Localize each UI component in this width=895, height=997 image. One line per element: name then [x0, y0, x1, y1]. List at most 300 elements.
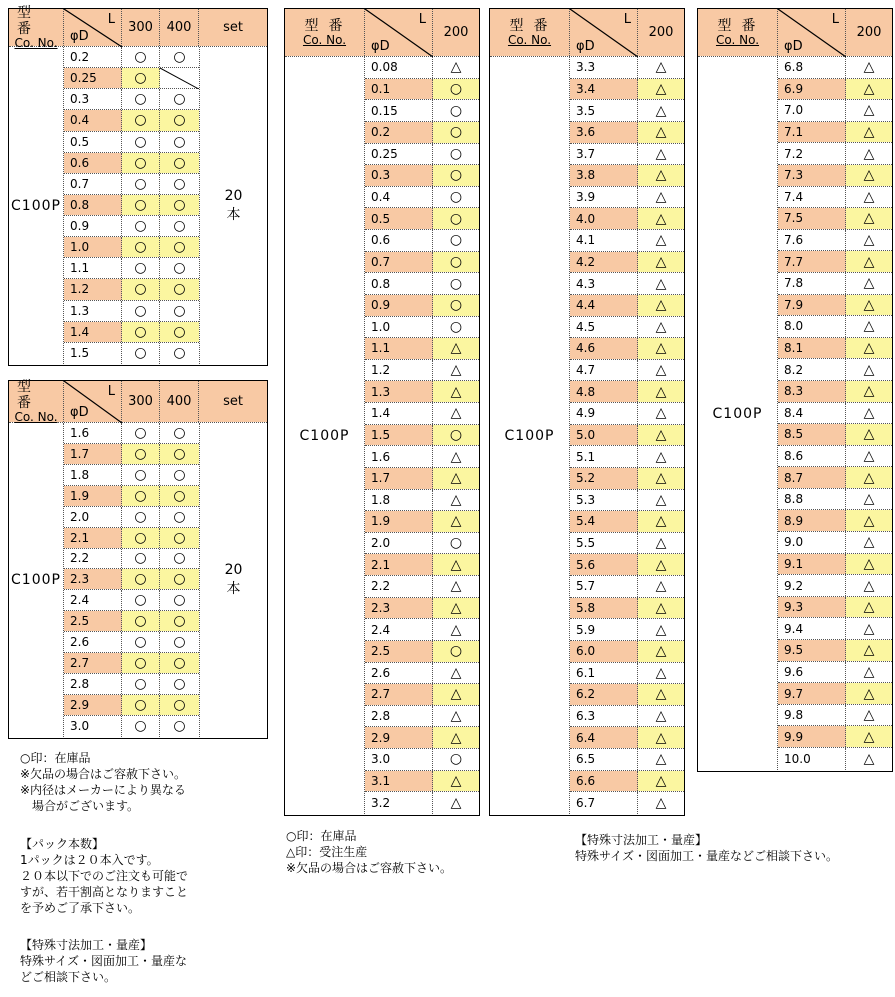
table-row: [778, 295, 892, 317]
note-right-special: 【特殊寸法加工・量産】 特殊サイズ・図面加工・量産などご相談下さい。: [575, 833, 839, 863]
diameter-cell: 2.0: [365, 533, 433, 554]
diameter-cell: 8.3: [778, 381, 846, 402]
diameter-cell: 2.1: [365, 554, 433, 575]
header-diameter-label: φD: [371, 39, 390, 54]
availability-mark: ○: [122, 47, 160, 67]
diameter-cell: 7.7: [778, 251, 846, 272]
diameter-cell: 3.1: [365, 771, 433, 792]
availability-mark: ○: [433, 165, 479, 186]
diameter-cell: 0.25: [365, 144, 433, 165]
diameter-cell: 0.3: [365, 165, 433, 186]
table-row: [778, 446, 892, 468]
diameter-cell: 7.3: [778, 165, 846, 186]
table-row: [570, 273, 684, 295]
diameter-cell: 1.8: [365, 490, 433, 511]
availability-mark: ○: [160, 195, 199, 215]
table-row: [778, 359, 892, 381]
table-row: [64, 89, 199, 110]
table-body: [285, 57, 479, 814]
header-length-label: L: [107, 384, 115, 399]
availability-mark: ○: [122, 549, 160, 569]
availability-mark: △: [638, 165, 684, 186]
diameter-cell: 1.5: [64, 343, 122, 364]
table-row: [778, 640, 892, 662]
table-row: [570, 619, 684, 641]
table-row: [64, 465, 199, 486]
table-5: [697, 8, 893, 772]
table-row: [778, 187, 892, 209]
table-row: [778, 683, 892, 705]
availability-mark: ○: [449, 102, 463, 119]
diameter-cell: 2.6: [64, 632, 122, 652]
table-row: [64, 174, 199, 195]
table-row: [365, 792, 479, 814]
header-code-en: Co. No.: [14, 409, 58, 424]
availability-mark: ○: [122, 322, 160, 342]
table-row: [778, 532, 892, 554]
table-row: [778, 705, 892, 727]
table-row: [64, 132, 199, 153]
set-quantity-part: 20: [224, 187, 243, 204]
availability-mark: ○: [122, 632, 160, 652]
table-row: [570, 100, 684, 122]
diameter-cell: 9.0: [778, 532, 846, 553]
availability-mark: ○: [173, 345, 186, 362]
table-row: [570, 425, 684, 447]
header-length-0: 300: [122, 381, 160, 422]
diameter-cell: 0.8: [365, 273, 433, 294]
availability-mark: △: [655, 751, 667, 768]
diameter-cell: 8.5: [778, 424, 846, 445]
availability-mark: △: [846, 554, 892, 575]
availability-mark: ○: [173, 676, 186, 693]
availability-mark: △: [450, 795, 462, 812]
availability-mark: ○: [433, 425, 479, 446]
table-row: [570, 446, 684, 468]
table-row: [570, 381, 684, 403]
availability-mark: ○: [122, 174, 160, 194]
header-diagonal-cell: [64, 381, 122, 422]
diameter-cell: 4.5: [570, 317, 638, 338]
diameter-cell: 6.2: [570, 684, 638, 705]
availability-mark: △: [655, 535, 667, 552]
diameter-cell: 6.9: [778, 79, 846, 100]
table-row: [570, 511, 684, 533]
table-row: [64, 68, 199, 89]
availability-mark: ○: [173, 133, 186, 150]
diameter-cell: 2.5: [64, 611, 122, 631]
availability-mark: ○: [122, 465, 160, 485]
rows-container: [64, 47, 199, 364]
table-row: [64, 343, 199, 364]
diameter-cell: 3.9: [570, 187, 638, 208]
table-row: [365, 446, 479, 468]
header-code-jp: 型番: [509, 17, 558, 34]
header-length-0: 200: [846, 9, 892, 56]
diameter-cell: 9.4: [778, 618, 846, 639]
diameter-cell: 9.5: [778, 640, 846, 661]
availability-mark: ○: [160, 611, 199, 631]
availability-mark: ○: [122, 590, 160, 610]
availability-mark: △: [433, 468, 479, 489]
availability-mark: ○: [160, 695, 199, 715]
diameter-cell: 0.5: [365, 208, 433, 229]
availability-mark: △: [863, 620, 875, 637]
diameter-cell: 0.25: [64, 68, 122, 88]
diameter-cell: 0.9: [64, 216, 122, 236]
diameter-cell: 8.0: [778, 316, 846, 337]
diameter-cell: 2.8: [365, 706, 433, 727]
availability-mark: ○: [122, 507, 160, 527]
table-row: [64, 237, 199, 258]
product-code: C100P: [9, 47, 64, 364]
availability-mark: △: [433, 338, 479, 359]
header-diameter-label: φD: [784, 39, 803, 54]
diameter-cell: 4.0: [570, 208, 638, 229]
table-row: [778, 338, 892, 360]
diameter-cell: 0.4: [365, 187, 433, 208]
diameter-cell: 5.5: [570, 533, 638, 554]
availability-mark: △: [846, 640, 892, 661]
availability-mark: △: [638, 684, 684, 705]
header-code-cell: [9, 378, 64, 424]
availability-mark: ○: [122, 237, 160, 257]
diameter-cell: 6.4: [570, 727, 638, 748]
availability-mark: △: [863, 491, 875, 508]
table-row: [365, 425, 479, 447]
header-code-jp: 型番: [304, 17, 353, 34]
diameter-cell: 9.7: [778, 683, 846, 704]
diameter-cell: 0.7: [64, 174, 122, 194]
diameter-cell: 4.4: [570, 295, 638, 316]
diameter-cell: 6.7: [570, 792, 638, 814]
table-row: [365, 273, 479, 295]
availability-mark: ○: [122, 195, 160, 215]
table-row: [365, 122, 479, 144]
set-quantity-part: 本: [226, 206, 241, 223]
header-length-label: L: [107, 12, 115, 27]
header-code-en: Co. No.: [302, 32, 347, 47]
availability-mark: △: [638, 381, 684, 402]
availability-mark: △: [846, 424, 892, 445]
availability-mark: ○: [160, 569, 199, 589]
availability-mark: △: [433, 684, 479, 705]
table-row: [778, 748, 892, 770]
table-row: [64, 279, 199, 300]
availability-mark: ○: [122, 132, 160, 152]
availability-mark: △: [655, 102, 667, 119]
availability-mark: △: [863, 318, 875, 335]
availability-mark: ○: [122, 258, 160, 278]
availability-mark: ○: [173, 424, 186, 441]
table-row: [778, 618, 892, 640]
slash-line: [160, 68, 199, 89]
availability-mark: △: [638, 208, 684, 229]
table-row: [778, 467, 892, 489]
table-row: [365, 252, 479, 274]
availability-mark: △: [655, 318, 667, 335]
header-code-en: Co. No.: [715, 32, 760, 47]
table-row: [365, 641, 479, 663]
availability-mark: △: [863, 577, 875, 594]
table-row: [570, 598, 684, 620]
table-row: [64, 569, 199, 590]
table-row: [570, 468, 684, 490]
header-length-label: L: [831, 12, 839, 27]
table-row: [778, 424, 892, 446]
table-row: [570, 208, 684, 230]
availability-mark: ○: [449, 275, 463, 292]
availability-mark: ○: [449, 145, 463, 162]
table-row: [778, 208, 892, 230]
table-row: [778, 251, 892, 273]
table-row: [778, 100, 892, 122]
availability-mark: △: [638, 598, 684, 619]
diameter-cell: 2.6: [365, 663, 433, 684]
availability-mark: △: [450, 491, 462, 508]
header-code-cell: [9, 4, 64, 50]
header-code-en: Co. No.: [14, 35, 58, 50]
availability-mark: △: [638, 122, 684, 143]
availability-mark: ○: [122, 110, 160, 130]
diameter-cell: 9.2: [778, 575, 846, 596]
table-row: [64, 322, 199, 343]
availability-mark: ○: [160, 486, 199, 506]
availability-mark: ○: [449, 318, 463, 335]
header-diameter-label: φD: [576, 39, 595, 54]
set-quantity: [199, 47, 267, 364]
availability-mark: ○: [122, 611, 160, 631]
table-row: [570, 57, 684, 79]
header-diagonal-cell: [64, 9, 122, 46]
availability-mark: ○: [173, 218, 186, 235]
product-code: C100P: [285, 57, 365, 814]
header-length-1: 400: [160, 381, 199, 422]
table-body: [9, 47, 267, 364]
diameter-cell: 9.6: [778, 662, 846, 683]
diameter-cell: 0.2: [64, 47, 122, 67]
diameter-cell: 8.6: [778, 446, 846, 467]
availability-mark: △: [450, 664, 462, 681]
availability-mark: ○: [122, 153, 160, 173]
availability-mark: ○: [122, 695, 160, 715]
diameter-cell: 3.0: [64, 716, 122, 737]
availability-mark: ○: [160, 237, 199, 257]
availability-mark: ○: [173, 260, 186, 277]
product-code: C100P: [490, 57, 570, 814]
table-row: [365, 511, 479, 533]
diameter-cell: 3.4: [570, 79, 638, 100]
availability-mark: △: [846, 251, 892, 272]
availability-mark: △: [433, 727, 479, 748]
table-row: [365, 554, 479, 576]
availability-mark: △: [450, 362, 462, 379]
diameter-cell: 9.8: [778, 705, 846, 726]
diameter-cell: 1.2: [365, 360, 433, 381]
availability-mark: ○: [122, 301, 160, 321]
diameter-cell: 6.3: [570, 706, 638, 727]
table-body: [9, 423, 267, 737]
availability-mark: △: [433, 598, 479, 619]
table-row: [64, 423, 199, 444]
table-row: [64, 486, 199, 507]
availability-mark: △: [638, 727, 684, 748]
table-row: [365, 749, 479, 771]
table-row: [778, 575, 892, 597]
availability-mark: △: [863, 447, 875, 464]
table-row: [64, 716, 199, 737]
table-row: [365, 79, 479, 101]
diameter-cell: 2.9: [64, 695, 122, 715]
header-code-cell: [698, 9, 778, 56]
diameter-cell: 6.6: [570, 771, 638, 792]
header-length-0: 300: [122, 9, 160, 46]
availability-mark: ○: [173, 49, 186, 66]
diameter-cell: 3.6: [570, 122, 638, 143]
availability-mark: △: [638, 79, 684, 100]
table-row: [365, 295, 479, 317]
availability-mark: ○: [433, 252, 479, 273]
availability-mark: ○: [173, 508, 186, 525]
availability-mark: △: [450, 708, 462, 725]
table-row: [365, 208, 479, 230]
header-diagonal-cell: [570, 9, 638, 56]
diameter-cell: 5.9: [570, 619, 638, 640]
availability-mark: △: [655, 232, 667, 249]
diameter-cell: 1.4: [365, 403, 433, 424]
diameter-cell: 1.6: [365, 446, 433, 467]
table-row: [570, 295, 684, 317]
header-length-0: 200: [433, 9, 479, 56]
table-row: [570, 706, 684, 728]
diameter-cell: 7.5: [778, 208, 846, 229]
diameter-cell: 4.7: [570, 360, 638, 381]
set-quantity: [199, 423, 267, 737]
availability-mark: △: [655, 405, 667, 422]
availability-mark: △: [846, 79, 892, 100]
availability-mark: △: [846, 338, 892, 359]
availability-mark: △: [638, 295, 684, 316]
diameter-cell: 8.8: [778, 489, 846, 510]
table-row: [365, 576, 479, 598]
diameter-cell: 0.5: [64, 132, 122, 152]
table-row: [365, 381, 479, 403]
table-row: [64, 611, 199, 632]
availability-mark: ○: [122, 279, 160, 299]
rows-container: [570, 57, 684, 814]
diameter-cell: 0.8: [64, 195, 122, 215]
availability-mark: ○: [160, 322, 199, 342]
table-row: [365, 100, 479, 122]
availability-mark: ○: [433, 122, 479, 143]
diameter-cell: 10.0: [778, 748, 846, 770]
header-diagonal-cell: [778, 9, 846, 56]
diameter-cell: 0.6: [365, 230, 433, 251]
diameter-cell: 3.7: [570, 144, 638, 165]
diameter-cell: 1.2: [64, 279, 122, 299]
availability-mark: ○: [122, 89, 160, 109]
diameter-cell: 7.1: [778, 122, 846, 143]
table-row: [570, 317, 684, 339]
availability-mark: △: [433, 771, 479, 792]
table-row: [64, 153, 199, 174]
diameter-cell: 3.3: [570, 57, 638, 78]
availability-mark: △: [846, 510, 892, 531]
availability-mark: ○: [173, 91, 186, 108]
availability-mark: ○: [433, 295, 479, 316]
availability-mark: △: [863, 145, 875, 162]
diameter-cell: 2.2: [64, 549, 122, 569]
table-row: [778, 726, 892, 748]
availability-mark: ○: [433, 641, 479, 662]
availability-mark: ○: [122, 653, 160, 673]
availability-mark: ○: [122, 216, 160, 236]
availability-mark: ○: [449, 189, 463, 206]
table-row: [570, 533, 684, 555]
header-code-jp: 型番: [17, 4, 41, 37]
header-code-jp: 型番: [717, 17, 766, 34]
availability-mark: ○: [173, 634, 186, 651]
diameter-cell: 1.0: [365, 317, 433, 338]
diameter-cell: 1.4: [64, 322, 122, 342]
availability-mark: △: [846, 122, 892, 143]
diameter-cell: 1.9: [365, 511, 433, 532]
availability-mark: △: [655, 59, 667, 76]
diameter-cell: 1.7: [64, 444, 122, 464]
diameter-cell: 2.5: [365, 641, 433, 662]
diameter-cell: 5.2: [570, 468, 638, 489]
diameter-cell: 8.4: [778, 403, 846, 424]
availability-mark: △: [863, 663, 875, 680]
table-row: [778, 165, 892, 187]
table-row: [64, 590, 199, 611]
note-left-stock: ○印：在庫品 ※欠品の場合はご容赦下さい。 ※内径はメーカーにより異なる 場合がございます。: [20, 751, 187, 813]
availability-mark: △: [846, 597, 892, 618]
availability-mark: △: [655, 448, 667, 465]
availability-mark: △: [846, 208, 892, 229]
table-row: [570, 252, 684, 274]
diameter-cell: 3.8: [570, 165, 638, 186]
header-diameter-label: φD: [70, 29, 89, 44]
table-4: [489, 8, 685, 816]
table-row: [570, 403, 684, 425]
table-row: [64, 653, 199, 674]
diameter-cell: 1.7: [365, 468, 433, 489]
table-2: [8, 380, 268, 739]
table-row: [778, 122, 892, 144]
table-header: [9, 378, 267, 424]
diameter-cell: 5.6: [570, 554, 638, 575]
table-row: [570, 338, 684, 360]
table-row: [365, 187, 479, 209]
availability-mark: △: [638, 338, 684, 359]
diameter-cell: 7.2: [778, 143, 846, 164]
header-length-label: L: [418, 12, 426, 27]
diameter-cell: 4.9: [570, 403, 638, 424]
table-row: [778, 316, 892, 338]
table-row: [570, 749, 684, 771]
table-row: [365, 144, 479, 166]
table-row: [778, 662, 892, 684]
availability-mark: △: [846, 165, 892, 186]
table-row: [570, 79, 684, 101]
availability-mark: ○: [160, 528, 199, 548]
availability-mark: △: [638, 425, 684, 446]
product-code: C100P: [9, 423, 64, 737]
diameter-cell: 0.3: [64, 89, 122, 109]
availability-mark: ○: [122, 423, 160, 443]
table-row: [64, 47, 199, 68]
